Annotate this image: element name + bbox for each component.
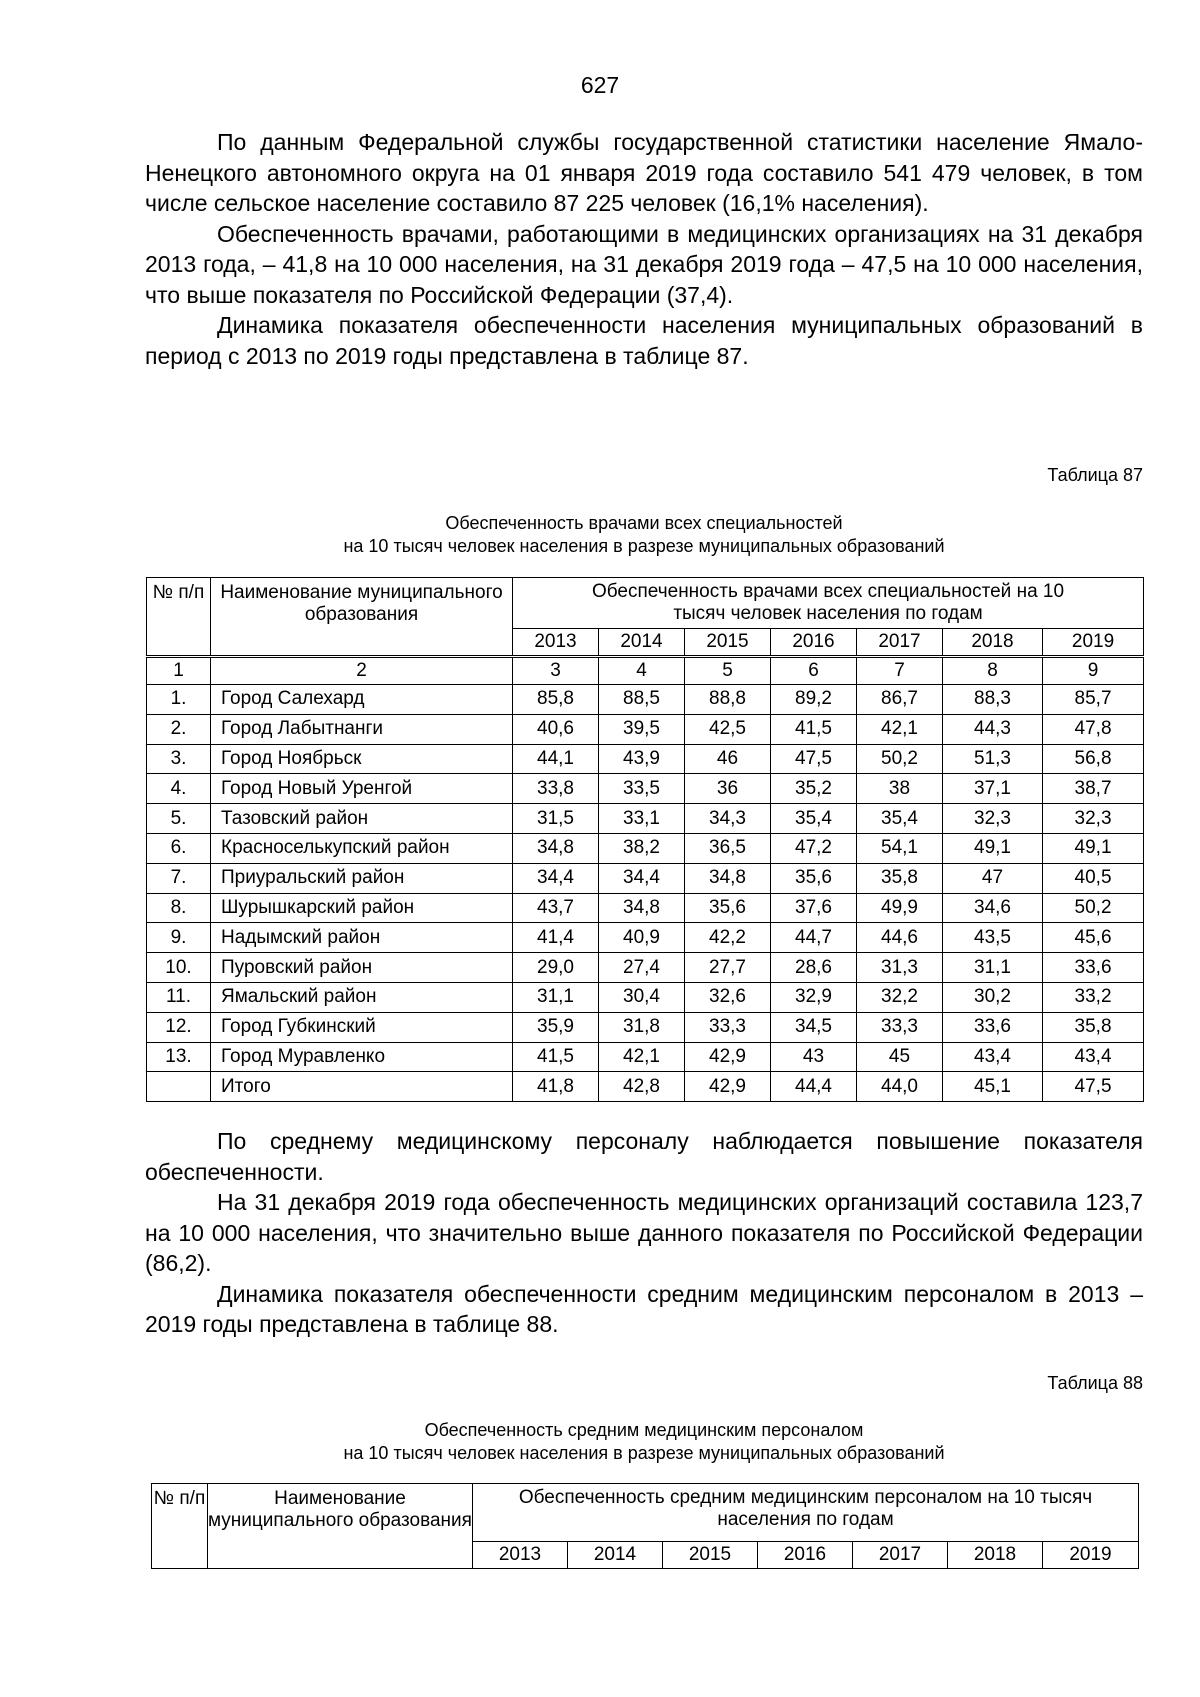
value-cell: 41,8 <box>513 1072 599 1102</box>
year-header: 2016 <box>771 629 857 657</box>
value-cell: 30,2 <box>943 982 1043 1012</box>
value-cell: 35,9 <box>513 1012 599 1042</box>
row-number: 4. <box>147 774 211 804</box>
table-row <box>147 833 1144 863</box>
middle-text <box>145 1126 1143 1340</box>
value-cell: 88,8 <box>685 685 771 715</box>
value-cell: 31,5 <box>513 804 599 834</box>
value-cell: 88,3 <box>943 685 1043 715</box>
table-row <box>147 953 1144 983</box>
table-row <box>147 685 1144 715</box>
value-cell: 27,4 <box>599 953 685 983</box>
municipality-name: Надымский район <box>211 923 513 953</box>
row-number: 12. <box>147 1012 211 1042</box>
year-header: 2016 <box>758 1542 853 1569</box>
value-cell: 32,6 <box>685 982 771 1012</box>
municipality-name: Шурышкарский район <box>211 893 513 923</box>
value-cell: 38 <box>857 774 943 804</box>
value-cell: 40,9 <box>599 923 685 953</box>
row-number: 5. <box>147 804 211 834</box>
value-cell: 33,6 <box>1043 953 1144 983</box>
value-cell: 35,4 <box>771 804 857 834</box>
value-cell: 56,8 <box>1043 744 1144 774</box>
value-cell: 88,5 <box>599 685 685 715</box>
value-cell: 38,7 <box>1043 774 1144 804</box>
caption-line: на 10 тысяч человек населения в разрезе муниципальных образований <box>343 1443 945 1463</box>
value-cell: 45 <box>857 1042 943 1072</box>
value-cell: 35,6 <box>685 893 771 923</box>
value-cell: 35,8 <box>1043 1012 1144 1042</box>
year-header: 2018 <box>948 1542 1043 1569</box>
table-row <box>147 893 1144 923</box>
year-header: 2018 <box>943 629 1043 657</box>
value-cell: 45,6 <box>1043 923 1144 953</box>
value-cell: 34,8 <box>599 893 685 923</box>
row-number: 9. <box>147 923 211 953</box>
row-number <box>147 1072 211 1102</box>
value-cell: 44,6 <box>857 923 943 953</box>
value-cell: 85,7 <box>1043 685 1144 715</box>
value-cell: 28,6 <box>771 953 857 983</box>
municipality-name: Итого <box>211 1072 513 1102</box>
value-cell: 45,1 <box>943 1072 1043 1102</box>
value-cell: 35,2 <box>771 774 857 804</box>
value-cell: 39,5 <box>599 714 685 744</box>
table-87 <box>146 577 1144 1102</box>
value-cell: 46 <box>685 744 771 774</box>
value-cell: 47 <box>943 863 1043 893</box>
value-cell: 36 <box>685 774 771 804</box>
year-header: 2017 <box>857 629 943 657</box>
value-cell: 33,3 <box>685 1012 771 1042</box>
column-index-cell: 7 <box>857 657 943 685</box>
table-row <box>147 774 1144 804</box>
value-cell: 47,5 <box>771 744 857 774</box>
value-cell: 40,6 <box>513 714 599 744</box>
value-cell: 31,1 <box>513 982 599 1012</box>
column-index-cell: 9 <box>1043 657 1144 685</box>
paragraph: Обеспеченность врачами, работающими в медицинских организациях на 31 декабря 2013 года, – 41,8 на 10 000 населения, на 31 декабря 2019 года – 47,5 на 10 000 населения, что выше показателя по Российской Федерации (37,4). <box>145 220 1143 308</box>
intro-text <box>145 127 1143 371</box>
value-cell: 43,7 <box>513 893 599 923</box>
municipality-name: Город Новый Уренгой <box>211 774 513 804</box>
year-header: 2019 <box>1043 629 1144 657</box>
year-header: 2015 <box>663 1542 758 1569</box>
table-row <box>147 863 1144 893</box>
year-header: 2013 <box>513 629 599 657</box>
value-cell: 33,8 <box>513 774 599 804</box>
value-cell: 30,4 <box>599 982 685 1012</box>
year-header: 2017 <box>853 1542 948 1569</box>
row-number: 7. <box>147 863 211 893</box>
value-cell: 47,8 <box>1043 714 1144 744</box>
column-index-cell: 3 <box>513 657 599 685</box>
row-number: 6. <box>147 833 211 863</box>
value-cell: 42,8 <box>599 1072 685 1102</box>
value-cell: 31,8 <box>599 1012 685 1042</box>
value-cell: 51,3 <box>943 744 1043 774</box>
row-number: 8. <box>147 893 211 923</box>
value-cell: 34,4 <box>599 863 685 893</box>
value-cell: 44,4 <box>771 1072 857 1102</box>
value-cell: 37,6 <box>771 893 857 923</box>
municipality-name: Красноселькупский район <box>211 833 513 863</box>
value-cell: 44,0 <box>857 1072 943 1102</box>
value-cell: 32,2 <box>857 982 943 1012</box>
value-cell: 50,2 <box>857 744 943 774</box>
value-cell: 34,5 <box>771 1012 857 1042</box>
header-num: № п/п <box>152 1484 208 1569</box>
row-number: 1. <box>147 685 211 715</box>
header-num: № п/п <box>147 578 211 657</box>
table-row <box>147 714 1144 744</box>
value-cell: 41,5 <box>513 1042 599 1072</box>
value-cell: 44,1 <box>513 744 599 774</box>
value-cell: 34,3 <box>685 804 771 834</box>
value-cell: 43,4 <box>1043 1042 1144 1072</box>
value-cell: 44,7 <box>771 923 857 953</box>
value-cell: 44,3 <box>943 714 1043 744</box>
value-cell: 35,4 <box>857 804 943 834</box>
row-number: 2. <box>147 714 211 744</box>
value-cell: 47,5 <box>1043 1072 1144 1102</box>
table-88 <box>151 1483 1139 1569</box>
header-group: Обеспеченность врачами всех специальностей на 10 тысяч человек населения по годам <box>513 578 1144 629</box>
value-cell: 40,5 <box>1043 863 1144 893</box>
value-cell: 41,5 <box>771 714 857 744</box>
column-index-cell: 1 <box>147 657 211 685</box>
municipality-name: Город Салехард <box>211 685 513 715</box>
table-88-label: Таблица 88 <box>1047 1373 1143 1393</box>
value-cell: 42,5 <box>685 714 771 744</box>
value-cell: 35,8 <box>857 863 943 893</box>
year-header: 2015 <box>685 629 771 657</box>
value-cell: 35,6 <box>771 863 857 893</box>
table-87-label: Таблица 87 <box>1047 465 1143 485</box>
municipality-name: Пуровский район <box>211 953 513 983</box>
value-cell: 32,3 <box>943 804 1043 834</box>
value-cell: 34,8 <box>685 863 771 893</box>
table-87-caption <box>145 512 1143 558</box>
municipality-name: Город Губкинский <box>211 1012 513 1042</box>
value-cell: 33,5 <box>599 774 685 804</box>
value-cell: 31,1 <box>943 953 1043 983</box>
header-name: Наименование муниципального образования <box>208 1484 473 1569</box>
value-cell: 54,1 <box>857 833 943 863</box>
table-row <box>147 804 1144 834</box>
municipality-name: Приуральский район <box>211 863 513 893</box>
value-cell: 42,1 <box>599 1042 685 1072</box>
municipality-name: Город Ноябрьск <box>211 744 513 774</box>
table-row <box>147 1072 1144 1102</box>
year-header: 2013 <box>473 1542 568 1569</box>
table-88-caption <box>145 1419 1143 1465</box>
table-row <box>147 923 1144 953</box>
year-header: 2014 <box>599 629 685 657</box>
table-row <box>147 1012 1144 1042</box>
municipality-name: Ямальский район <box>211 982 513 1012</box>
table-row <box>147 1042 1144 1072</box>
row-number: 13. <box>147 1042 211 1072</box>
value-cell: 47,2 <box>771 833 857 863</box>
column-index-cell: 5 <box>685 657 771 685</box>
value-cell: 34,8 <box>513 833 599 863</box>
value-cell: 42,2 <box>685 923 771 953</box>
value-cell: 36,5 <box>685 833 771 863</box>
caption-line: на 10 тысяч человек населения в разрезе муниципальных образований <box>343 536 945 556</box>
value-cell: 89,2 <box>771 685 857 715</box>
value-cell: 32,3 <box>1043 804 1144 834</box>
paragraph: Динамика показателя обеспеченности средним медицинским персоналом в 2013 – 2019 годы представлена в таблице 88. <box>145 1280 1143 1337</box>
value-cell: 38,2 <box>599 833 685 863</box>
row-number: 11. <box>147 982 211 1012</box>
paragraph: По данным Федеральной службы государственной статистики население Ямало-Ненецкого автономного округа на 01 января 2019 года составило 541 479 человек, в том числе сельское население составило 87 225 человек (16,1% населения). <box>145 129 1143 216</box>
column-index-cell: 8 <box>943 657 1043 685</box>
column-index-cell: 4 <box>599 657 685 685</box>
value-cell: 43 <box>771 1042 857 1072</box>
value-cell: 42,9 <box>685 1072 771 1102</box>
value-cell: 41,4 <box>513 923 599 953</box>
header-name: Наименование муниципального образования <box>211 578 513 657</box>
caption-line: Обеспеченность врачами всех специальностей <box>445 513 843 533</box>
value-cell: 34,6 <box>943 893 1043 923</box>
value-cell: 49,9 <box>857 893 943 923</box>
paragraph: На 31 декабря 2019 года обеспеченность медицинских организаций составила 123,7 на 10 000 населения, что значительно выше данного показателя по Российской Федерации (86,2). <box>145 1189 1143 1276</box>
value-cell: 49,1 <box>1043 833 1144 863</box>
value-cell: 43,4 <box>943 1042 1043 1072</box>
column-index-cell: 2 <box>211 657 513 685</box>
year-header: 2014 <box>568 1542 663 1569</box>
table-row <box>147 982 1144 1012</box>
value-cell: 49,1 <box>943 833 1043 863</box>
value-cell: 31,3 <box>857 953 943 983</box>
row-number: 10. <box>147 953 211 983</box>
value-cell: 37,1 <box>943 774 1043 804</box>
table-row <box>147 744 1144 774</box>
municipality-name: Тазовский район <box>211 804 513 834</box>
value-cell: 33,3 <box>857 1012 943 1042</box>
year-header: 2019 <box>1043 1542 1139 1569</box>
value-cell: 42,9 <box>685 1042 771 1072</box>
value-cell: 29,0 <box>513 953 599 983</box>
paragraph: Динамика показателя обеспеченности населения муниципальных образований в период с 2013 по 2019 годы представлена в таблице 87. <box>145 312 1143 369</box>
value-cell: 43,5 <box>943 923 1043 953</box>
header-group: Обеспеченность средним медицинским персоналом на 10 тысяч населения по годам <box>473 1484 1139 1542</box>
caption-line: Обеспеченность средним медицинским персоналом <box>424 1420 864 1440</box>
value-cell: 32,9 <box>771 982 857 1012</box>
value-cell: 50,2 <box>1043 893 1144 923</box>
paragraph: По среднему медицинскому персоналу наблюдается повышение показателя обеспеченности. <box>145 1128 1143 1185</box>
value-cell: 86,7 <box>857 685 943 715</box>
value-cell: 33,2 <box>1043 982 1144 1012</box>
value-cell: 27,7 <box>685 953 771 983</box>
value-cell: 42,1 <box>857 714 943 744</box>
value-cell: 34,4 <box>513 863 599 893</box>
municipality-name: Город Муравленко <box>211 1042 513 1072</box>
municipality-name: Город Лабытнанги <box>211 714 513 744</box>
column-index-cell: 6 <box>771 657 857 685</box>
page-number: 627 <box>580 72 620 98</box>
row-number: 3. <box>147 744 211 774</box>
value-cell: 33,6 <box>943 1012 1043 1042</box>
value-cell: 33,1 <box>599 804 685 834</box>
value-cell: 43,9 <box>599 744 685 774</box>
value-cell: 85,8 <box>513 685 599 715</box>
